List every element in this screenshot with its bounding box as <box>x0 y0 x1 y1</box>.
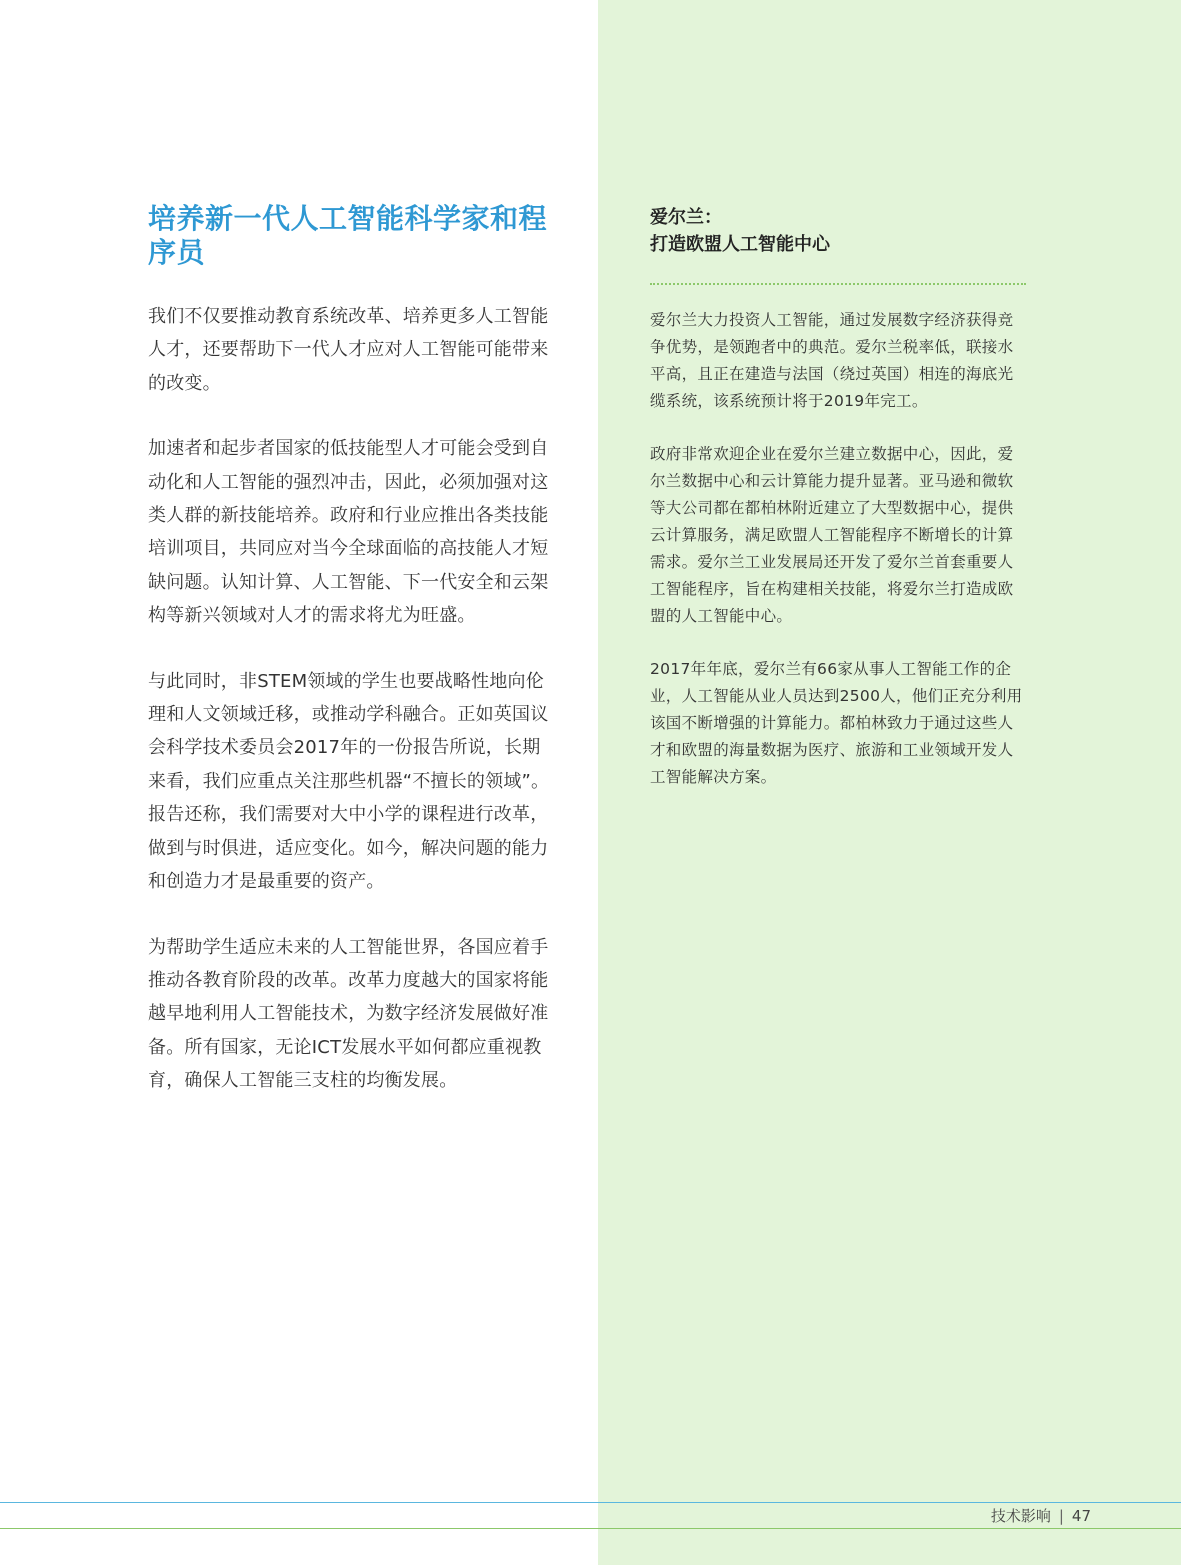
sidebar-title-line-1: 爱尔兰： <box>650 207 722 228</box>
sidebar-paragraph-2: 政府非常欢迎企业在爱尔兰建立数据中心，因此，爱尔兰数据中心和云计算能力提升显著。亚马逊和微软等大公司都在都柏林附近建立了大型数据中心，提供云计算服务，满足欧盟人工智能程序不断增长的计算需求。爱尔兰工业发展局还开发了爱尔兰首套重要人工智能程序，旨在构建相关技能，将爱尔兰打造成欧盟的人工智能中心。 <box>650 445 1014 625</box>
footer-section-name: 技术影响 <box>990 1507 1051 1525</box>
footer-rule-top <box>0 1502 1181 1503</box>
sidebar-case-study <box>650 204 1026 817</box>
page-footer <box>991 1505 1091 1527</box>
sidebar-paragraph-3: 2017年年底，爱尔兰有66家从事人工智能工作的企业，人工智能从业人员达到2500人，他们正充分利用该国不断增强的计算能力。都柏林致力于通过这些人才和欧盟的海量数据为医疗、旅游和工业领域开发人工智能解决方案。 <box>650 660 1023 786</box>
main-paragraph-3: 与此同时，非STEM领域的学生也要战略性地向伦理和人文领域迁移，或推动学科融合。正如英国议会科学技术委员会2017年的一份报告所说，长期来看，我们应重点关注那些机器“不擅长的领域”。报告还称，我们需要对大中小学的课程进行改革，做到与时俱进，适应变化。如今，解决问题的能力和创造力才是最重要的资产。 <box>148 670 550 893</box>
sidebar-paragraph-1: 爱尔兰大力投资人工智能，通过发展数字经济获得竞争优势，是领跑者中的典范。爱尔兰税率低，联接水平高，且正在建造与法国（绕过英国）相连的海底光缆系统，该系统预计将于2019年完工。 <box>650 311 1014 410</box>
footer-separator: | <box>1058 1507 1064 1525</box>
sidebar-dotted-divider <box>650 283 1026 285</box>
main-paragraph-2: 加速者和起步者国家的低技能型人才可能会受到自动化和人工智能的强烈冲击，因此，必须加强对这类人群的新技能培养。政府和行业应推出各类技能培训项目，共同应对当今全球面临的高技能人才短缺问题。认知计算、人工智能、下一代安全和云架构等新兴领域对人才的需求将尤为旺盛。 <box>148 438 549 627</box>
footer-rule-bottom <box>0 1528 1181 1529</box>
section-title: 培养新一代人工智能科学家和程序员 <box>148 202 548 269</box>
main-column <box>148 202 556 1130</box>
page-number: 47 <box>1071 1507 1091 1525</box>
main-paragraph-4: 为帮助学生适应未来的人工智能世界，各国应着手推动各教育阶段的改革。改革力度越大的国家将能越早地利用人工智能技术，为数字经济发展做好准备。所有国家，无论ICT发展水平如何都应重视教育，确保人工智能三支柱的均衡发展。 <box>148 936 549 1092</box>
sidebar-title <box>650 204 1026 258</box>
sidebar-title-line-2: 打造欧盟人工智能中心 <box>650 234 830 255</box>
main-paragraph-1: 我们不仅要推动教育系统改革、培养更多人工智能人才，还要帮助下一代人才应对人工智能可能带来的改变。 <box>148 306 549 394</box>
